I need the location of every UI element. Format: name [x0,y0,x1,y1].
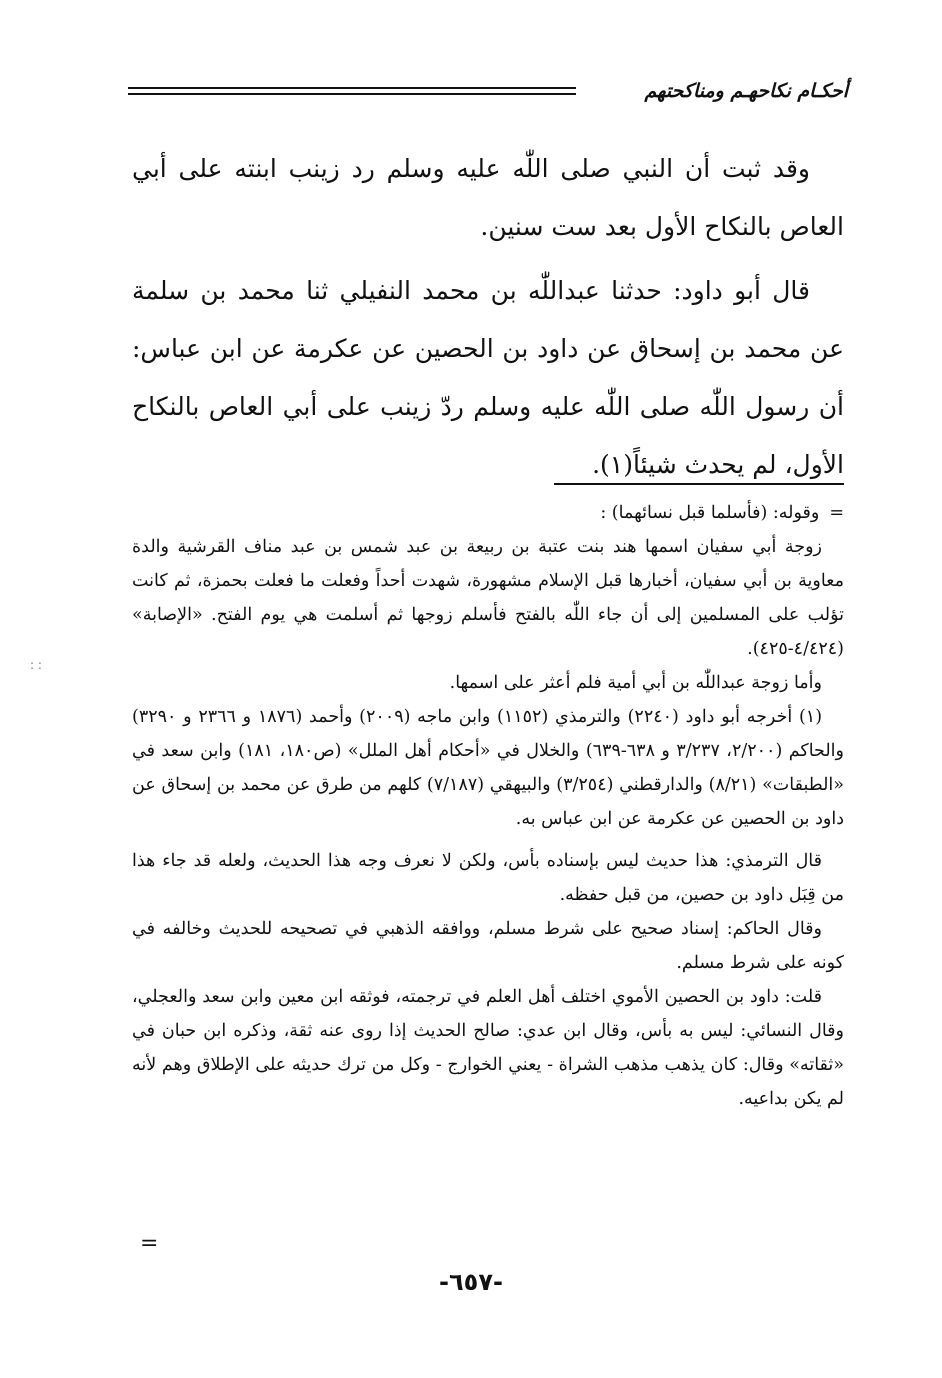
footnote-paragraph: وقال الحاكم: إسناد صحيح على شرط مسلم، ووافقه الذهبي في تصحيحه للحديث وخالفه في كونه على شرط مسلم. [132,919,844,973]
main-paragraph: وقد ثبت أن النبي صلى اللّٰه عليه وسلم رد زينب ابنته على أبي العاص بالنكاح الأول بعد ست سنين. [132,154,844,241]
header-rule [128,87,576,89]
main-paragraph: قال أبو داود: حدثنا عبداللّٰه بن محمد النفيلي ثنا محمد بن سلمة عن محمد بن إسحاق عن داود بن الحصين عن عكرمة عن ابن عباس: أن رسول اللّٰه صلى اللّٰه عليه وسلم ردّ زينب على أبي العاص بالنكاح الأول، لم يحدث شيئاً(١). [132,276,844,479]
footnote-paragraph: وأما زوجة عبداللّٰه بن أبي أمية فلم أعثر على اسمها. [449,673,822,693]
footnote-paragraph: (١) أخرجه أبو داود (٢٢٤٠) والترمذي (١١٥٢) وابن ماجه (٢٠٠٩) وأحمد (١٨٧٦ و ٢٣٦٦ و ٣٢٩٠) والحاكم (٢/٢٠٠، ٣/٢٣٧ و ٦٣٨-٦٣٩) والخلال في «أحكام أهل الملل» (ص١٨٠، ١٨١) وابن سعد في «الطبقات» (٨/٢١) والدارقطني (٣/٢٥٤) والبيهقي (٧/١٨٧) كلهم من طرق عن محمد بن إسحاق عن داود بن الحصين عن عكرمة عن ابن عباس به. [132,707,845,829]
footnote-divider [554,483,844,485]
main-text [132,140,844,500]
footnotes [132,496,844,1116]
margin-marks: : : [30,658,42,672]
footnote-continuation-heading [132,496,844,530]
trailing-continuation-marker: = [140,1231,159,1256]
continuation-heading-text: وقوله: (فأسلما قبل نسائهما) : [600,503,820,523]
page-number: -٦٥٧- [439,1268,503,1296]
running-header [128,78,848,108]
running-title: أحكـام نكاحهـم ومناكحتهم [635,78,848,104]
header-rule-double [128,93,576,95]
footnote-paragraph: قال الترمذي: هذا حديث ليس بإسناده بأس، ولكن لا نعرف وجه هذا الحديث، ولعله قد جاء هذا من قِبَل داود بن حصين، من قبل حفظه. [132,851,844,905]
footnote-paragraph: قلت: داود بن الحصين الأموي اختلف أهل العلم في ترجمته، فوثقه ابن معين وابن سعد والعجلي، وقال النسائي: ليس به بأس، وقال ابن عدي: صالح الحديث إذا روى عنه ثقة، وذكره ابن حبان في «ثقاته» وقال: كان يذهب مذهب الشراة - يعني الخوارج - وكل من ترك حديثه على الإطلاق وهم لأنه لم يكن بداعيه. [132,987,844,1109]
footnote-paragraph: زوجة أبي سفيان اسمها هند بنت عتبة بن ربيعة بن عبد شمس بن عبد مناف القرشية والدة معاوية بن أبي سفيان، أخبارها قبل الإسلام مشهورة، شهدت أحداً وفعلت ما فعلت بحمزة، ثم كانت تؤلب على المسلمين إلى أن جاء اللّٰه بالفتح فأسلم زوجها ثم أسلمت هي يوم الفتح. «الإصابة» (٤/٤٢٤-٤٢٥). [132,537,844,659]
continuation-marker: = [829,503,844,523]
